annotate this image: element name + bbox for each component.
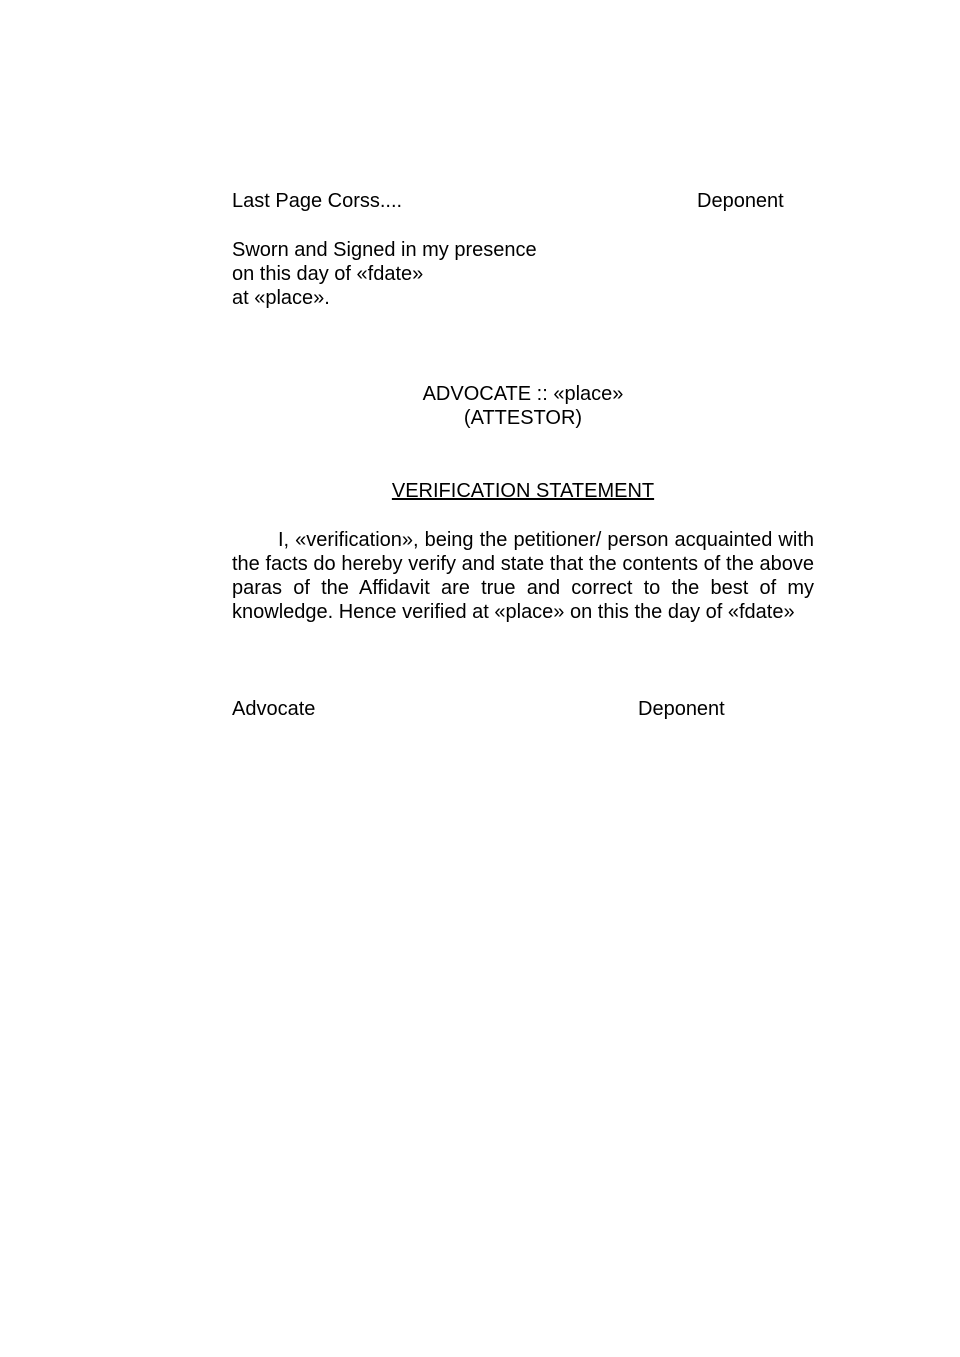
- deponent-label-top: Deponent: [697, 190, 784, 212]
- verification-heading: VERIFICATION STATEMENT: [391, 480, 655, 502]
- attestor-line: (ATTESTOR): [463, 407, 583, 429]
- sworn-line-3: at «place».: [232, 287, 330, 309]
- last-page-label: Last Page Corss....: [232, 190, 403, 212]
- attestor-block: [232, 382, 814, 430]
- sworn-line-2: on this day of «fdate»: [232, 263, 424, 285]
- verification-heading-wrap: [232, 479, 814, 503]
- sworn-line-1: Sworn and Signed in my presence: [232, 239, 537, 261]
- sworn-block: [232, 238, 537, 310]
- advocate-signature-label: Advocate: [232, 698, 316, 720]
- deponent-signature-label: Deponent: [638, 698, 725, 720]
- advocate-place-line: ADVOCATE :: «place»: [422, 383, 624, 405]
- verification-paragraph: I, «verification», being the petitioner/ person acquainted with the facts do hereby verify and state that the contents of the above paras of the Affidavit are true and correct to the best of my knowledge. Hence verified at «place» on this the day of «fdate»: [232, 529, 814, 623]
